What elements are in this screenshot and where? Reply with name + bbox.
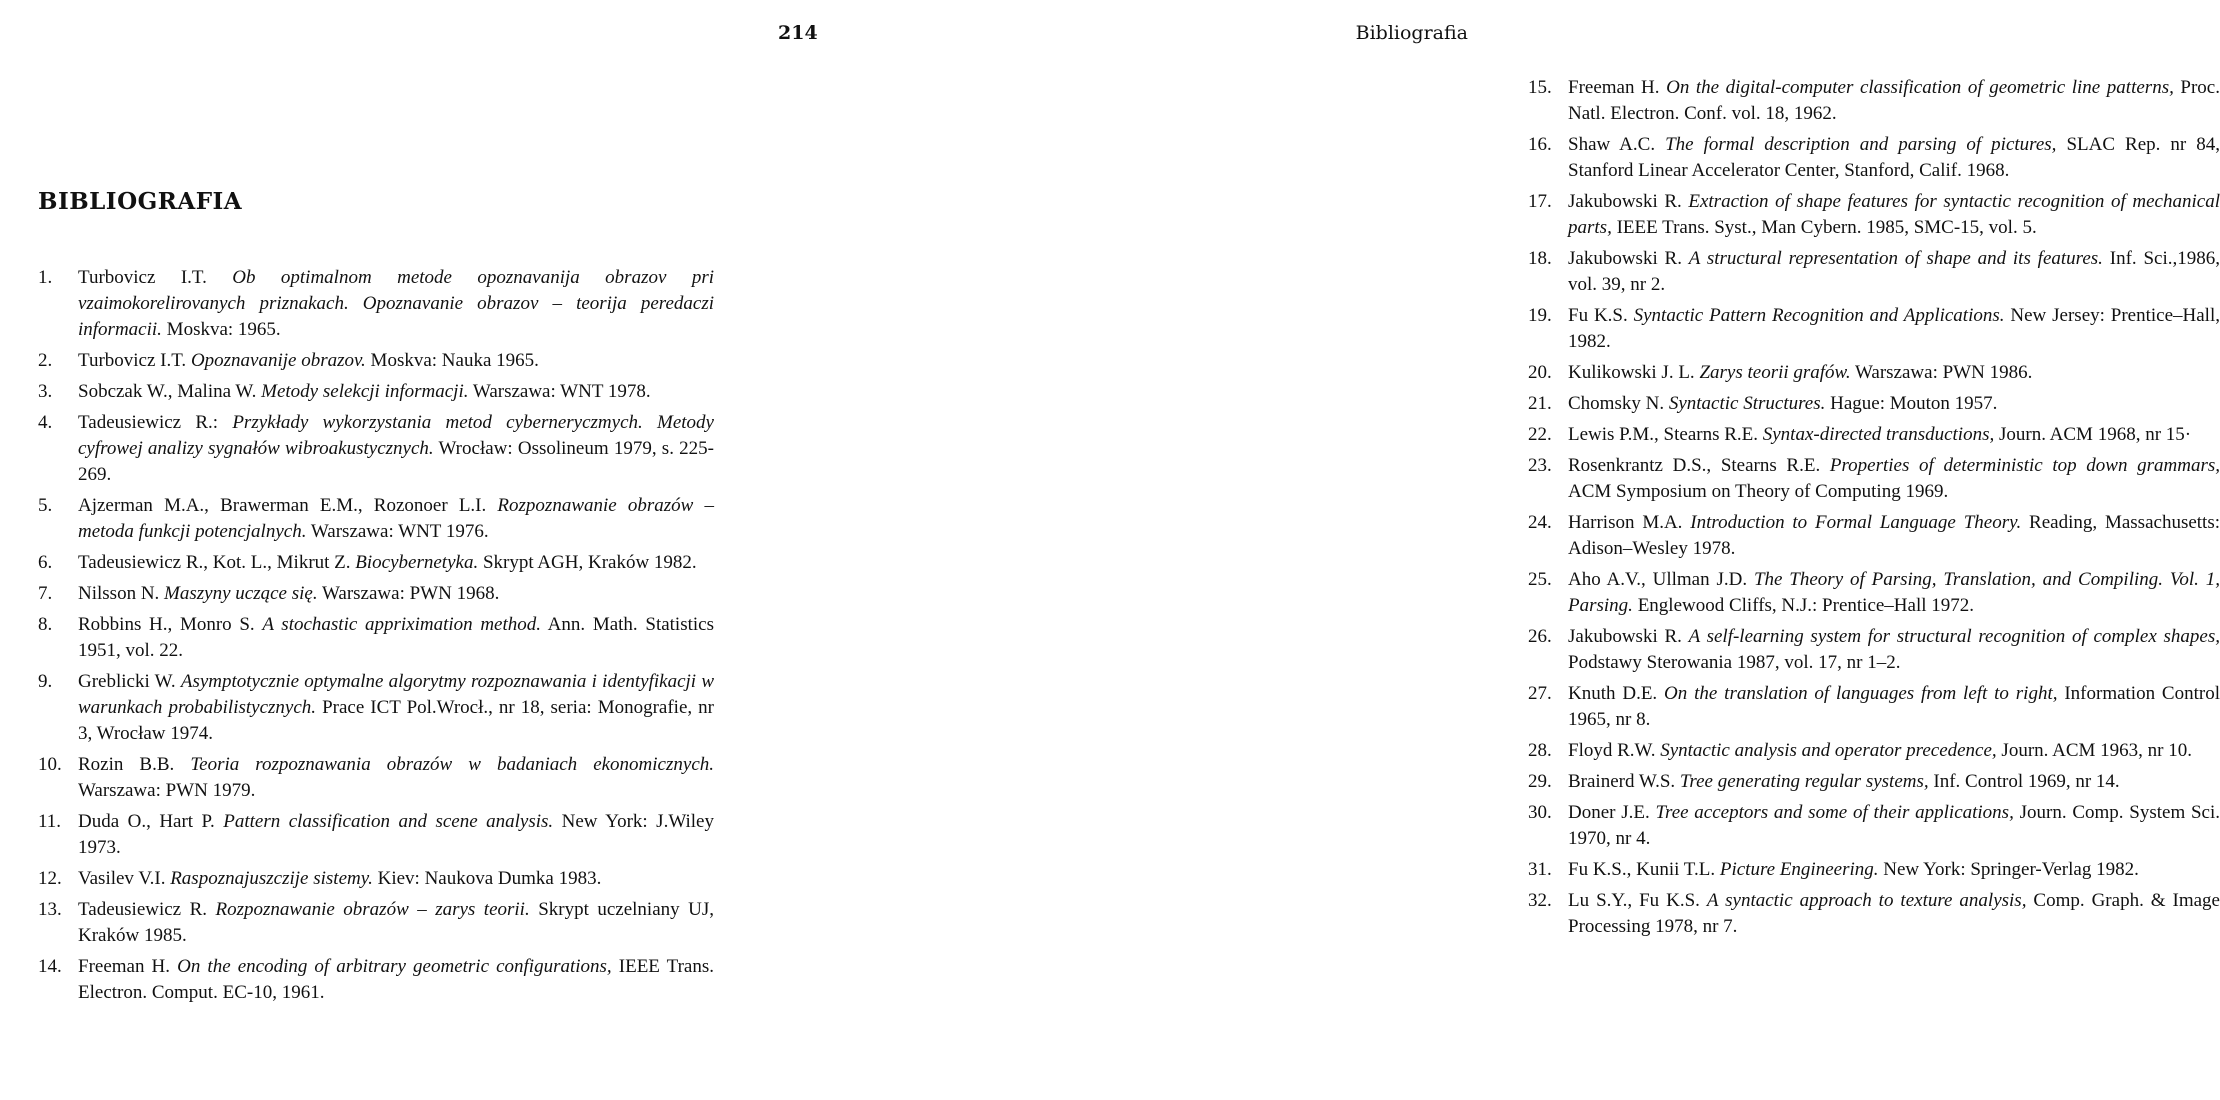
reference-entry bbox=[38, 348, 714, 374]
reference-number: 18. bbox=[1528, 248, 1552, 269]
reference-number: 26. bbox=[1528, 626, 1552, 647]
reference-authors: Fu K.S., Kunii T.L. bbox=[1568, 859, 1720, 880]
reference-title: Teoria rozpoznawania obrazów w badaniach ekonomicznych. bbox=[190, 754, 715, 775]
reference-details: Moskva: Nauka 1965. bbox=[365, 350, 539, 371]
reference-details: Warszawa: WNT 1978. bbox=[468, 381, 651, 402]
reference-details: SLAC Rep. nr 84, Stanford Linear Accelerator Center, Stanford, Calif. 1968. bbox=[1568, 134, 2220, 181]
reference-entry bbox=[1528, 132, 2220, 184]
reference-authors: Knuth D.E. bbox=[1568, 683, 1665, 704]
reference-title: Metody selekcji informacji. bbox=[261, 381, 469, 402]
reference-details: Warszawa: PWN 1986. bbox=[1850, 362, 2033, 383]
reference-title: Opoznavanije obrazov. bbox=[190, 350, 366, 371]
reference-entry bbox=[1528, 769, 2220, 795]
reference-title: On the translation of languages from left to right, bbox=[1664, 683, 2058, 704]
reference-authors: Rosenkrantz D.S., Stearns R.E. bbox=[1568, 455, 1830, 476]
reference-details: Reading, Massachusetts: Adison–Wesley 1978. bbox=[1568, 512, 2220, 559]
reference-details: New Jersey: Prentice–Hall, 1982. bbox=[1568, 305, 2220, 352]
reference-title: Introduction to Formal Language Theory. bbox=[1690, 512, 2022, 533]
reference-title: Biocybernetyka. bbox=[355, 552, 479, 573]
reference-authors: Robbins H., Monro S. bbox=[78, 614, 263, 635]
reference-details: Skrypt AGH, Kraków 1982. bbox=[478, 552, 697, 573]
reference-number: 29. bbox=[1528, 771, 1552, 792]
reference-title: Pattern classification and scene analysis. bbox=[223, 811, 554, 832]
reference-details: Warszawa: WNT 1976. bbox=[306, 521, 489, 542]
reference-number: 8. bbox=[38, 614, 53, 635]
reference-entry bbox=[38, 379, 714, 405]
reference-number: 7. bbox=[38, 583, 53, 604]
reference-authors: Kulikowski J. L. bbox=[1568, 362, 1700, 383]
reference-title: Asymptotycznie optymalne algorytmy rozpoznawania i identyfikacji w warunkach probabilistycznych. bbox=[78, 671, 714, 718]
reference-details: Englewood Cliffs, N.J.: Prentice–Hall 1972. bbox=[1632, 595, 1975, 616]
reference-authors: Duda O., Hart P. bbox=[78, 811, 224, 832]
reference-details: Inf. Control 1969, nr 14. bbox=[1928, 771, 2120, 792]
reference-title: The formal description and parsing of pictures, bbox=[1665, 134, 2057, 155]
reference-number: 31. bbox=[1528, 859, 1552, 880]
reference-title: Tree generating regular systems, bbox=[1679, 771, 1929, 792]
reference-authors: Fu K.S. bbox=[1568, 305, 1634, 326]
reference-entry bbox=[38, 866, 714, 892]
reference-details: Ann. Math. Statistics 1951, vol. 22. bbox=[78, 614, 714, 661]
reference-entry bbox=[1528, 888, 2220, 940]
reference-authors: Jakubowski R. bbox=[1568, 248, 1689, 269]
reference-details: Journ. Comp. System Sci. 1970, nr 4. bbox=[1568, 802, 2220, 849]
reference-list bbox=[38, 265, 714, 1011]
reference-number: 2. bbox=[38, 350, 53, 371]
reference-number: 15. bbox=[1528, 77, 1552, 98]
reference-details: Podstawy Sterowania 1987, vol. 17, nr 1–2. bbox=[1568, 652, 1901, 673]
reference-title: Syntactic analysis and operator precedence, bbox=[1660, 740, 1997, 761]
reference-title: A structural representation of shape and its features. bbox=[1688, 248, 2103, 269]
reference-entry bbox=[1528, 857, 2220, 883]
reference-details: Journ. ACM 1968, nr 15· bbox=[1994, 424, 2192, 445]
reference-authors: Lu S.Y., Fu K.S. bbox=[1568, 890, 1707, 911]
reference-number: 17. bbox=[1528, 191, 1552, 212]
reference-details: Prace ICT Pol.Wrocł., nr 18, seria: Monografie, nr 3, Wrocław 1974. bbox=[78, 697, 714, 744]
reference-number: 28. bbox=[1528, 740, 1552, 761]
reference-details: ACM Symposium on Theory of Computing 1969. bbox=[1568, 481, 1949, 502]
reference-number: 11. bbox=[38, 811, 62, 832]
reference-title: Picture Engineering. bbox=[1719, 859, 1879, 880]
reference-entry bbox=[1528, 75, 2220, 127]
reference-number: 25. bbox=[1528, 569, 1552, 590]
reference-authors: Aho A.V., Ullman J.D. bbox=[1568, 569, 1754, 590]
reference-entry bbox=[1528, 246, 2220, 298]
reference-authors: Lewis P.M., Stearns R.E. bbox=[1568, 424, 1763, 445]
reference-number: 30. bbox=[1528, 802, 1552, 823]
running-head bbox=[778, 22, 1468, 50]
reference-entry bbox=[38, 410, 714, 488]
reference-number: 4. bbox=[38, 412, 53, 433]
reference-entry bbox=[1528, 738, 2220, 764]
reference-title: Properties of deterministic top down grammars, bbox=[1829, 455, 2220, 476]
reference-number: 9. bbox=[38, 671, 53, 692]
reference-title: A self-learning system for structural recognition of complex shapes, bbox=[1688, 626, 2220, 647]
reference-number: 23. bbox=[1528, 455, 1552, 476]
reference-entry bbox=[1528, 391, 2220, 417]
reference-title: Maszyny uczące się. bbox=[164, 583, 318, 604]
reference-entry bbox=[1528, 422, 2220, 448]
reference-entry bbox=[38, 809, 714, 861]
reference-authors: Floyd R.W. bbox=[1568, 740, 1661, 761]
reference-authors: Turbovicz I.T. bbox=[78, 350, 191, 371]
reference-authors: Sobczak W., Malina W. bbox=[78, 381, 262, 402]
reference-title: Extraction of shape features for syntactic recognition of mechanical parts, bbox=[1568, 191, 2220, 238]
reference-entry bbox=[38, 954, 714, 1006]
reference-entry bbox=[1528, 800, 2220, 852]
page-title: BIBLIOGRAFIA bbox=[38, 188, 243, 215]
reference-number: 1. bbox=[38, 267, 53, 288]
reference-details: New York: J.Wiley 1973. bbox=[78, 811, 714, 858]
reference-number: 22. bbox=[1528, 424, 1552, 445]
reference-entry bbox=[1528, 453, 2220, 505]
reference-number: 19. bbox=[1528, 305, 1552, 326]
reference-number: 20. bbox=[1528, 362, 1552, 383]
reference-authors: Freeman H. bbox=[1568, 77, 1667, 98]
reference-details: Journ. ACM 1963, nr 10. bbox=[1996, 740, 2192, 761]
reference-entry bbox=[38, 493, 714, 545]
reference-number: 27. bbox=[1528, 683, 1552, 704]
reference-number: 3. bbox=[38, 381, 53, 402]
reference-entry bbox=[38, 581, 714, 607]
reference-entry bbox=[1528, 303, 2220, 355]
reference-entry bbox=[1528, 360, 2220, 386]
running-head-title: Bibliografia bbox=[1355, 22, 1468, 44]
reference-entry bbox=[38, 897, 714, 949]
reference-title: Syntactic Structures. bbox=[1668, 393, 1826, 414]
reference-number: 32. bbox=[1528, 890, 1552, 911]
reference-entry bbox=[1528, 624, 2220, 676]
reference-details: Wrocław: Ossolineum 1979, s. 225-269. bbox=[78, 438, 714, 485]
reference-authors: Jakubowski R. bbox=[1568, 626, 1689, 647]
reference-details: New York: Springer-Verlag 1982. bbox=[1878, 859, 2139, 880]
reference-title: The Theory of Parsing, Translation, and Compiling. Vol. 1, Parsing. bbox=[1568, 569, 2220, 616]
reference-authors: Brainerd W.S. bbox=[1568, 771, 1680, 792]
reference-details: Warszawa: PWN 1979. bbox=[78, 780, 256, 801]
reference-number: 12. bbox=[38, 868, 62, 889]
reference-details: Warszawa: PWN 1968. bbox=[317, 583, 500, 604]
reference-authors: Greblicki W. bbox=[78, 671, 181, 692]
reference-title: On the encoding of arbitrary geometric configurations, bbox=[177, 956, 612, 977]
reference-authors: Ajzerman M.A., Brawerman E.M., Rozonoer L.I. bbox=[78, 495, 498, 516]
reference-authors: Chomsky N. bbox=[1568, 393, 1669, 414]
reference-number: 5. bbox=[38, 495, 53, 516]
reference-entry bbox=[38, 612, 714, 664]
reference-details: Information Control 1965, nr 8. bbox=[1568, 683, 2220, 730]
reference-title: Ob optimalnom metode opoznavanija obrazov pri vzaimokorelirovanych priznakach. Opoznavanie obrazov – teorija peredaczi informacii. bbox=[78, 267, 714, 340]
reference-details: Comp. Graph. & Image Processing 1978, nr 7. bbox=[1568, 890, 2220, 937]
reference-entry bbox=[1528, 510, 2220, 562]
reference-entry bbox=[1528, 189, 2220, 241]
reference-details: Hague: Mouton 1957. bbox=[1825, 393, 1998, 414]
right-page bbox=[750, 0, 2220, 1100]
reference-authors: Shaw A.C. bbox=[1568, 134, 1666, 155]
reference-authors: Jakubowski R. bbox=[1568, 191, 1689, 212]
reference-details: Inf. Sci.,1986, vol. 39, nr 2. bbox=[1568, 248, 2220, 295]
reference-title: A stochastic appriximation method. bbox=[262, 614, 542, 635]
page-number: 214 bbox=[778, 22, 818, 44]
reference-authors: Vasilev V.I. bbox=[78, 868, 171, 889]
reference-details: IEEE Trans. Syst., Man Cybern. 1985, SMC-15, vol. 5. bbox=[1611, 217, 2037, 238]
reference-entry bbox=[1528, 681, 2220, 733]
reference-details: IEEE Trans. Electron. Comput. EC-10, 1961. bbox=[78, 956, 714, 1003]
reference-title: Rozpoznawanie obrazów – zarys teorii. bbox=[215, 899, 530, 920]
reference-entry bbox=[38, 265, 714, 343]
reference-details: Proc. Natl. Electron. Conf. vol. 18, 1962. bbox=[1568, 77, 2220, 124]
reference-number: 10. bbox=[38, 754, 62, 775]
reference-authors: Tadeusiewicz R., Kot. L., Mikrut Z. bbox=[78, 552, 356, 573]
reference-authors: Freeman H. bbox=[78, 956, 178, 977]
reference-authors: Rozin B.B. bbox=[78, 754, 191, 775]
reference-authors: Harrison M.A. bbox=[1568, 512, 1691, 533]
reference-title: Przykłady wykorzystania metod cyberneryczmych. Metody cyfrowej analizy sygnałów wibroakustycznych. bbox=[78, 412, 714, 459]
reference-details: Skrypt uczelniany UJ, Kraków 1985. bbox=[78, 899, 714, 946]
reference-title: Tree acceptors and some of their applications, bbox=[1655, 802, 2014, 823]
reference-number: 6. bbox=[38, 552, 53, 573]
reference-title: Zarys teorii grafów. bbox=[1699, 362, 1851, 383]
reference-title: Syntax-directed transductions, bbox=[1762, 424, 1995, 445]
reference-authors: Turbovicz I.T. bbox=[78, 267, 233, 288]
reference-title: Syntactic Pattern Recognition and Applications. bbox=[1633, 305, 2005, 326]
reference-entry bbox=[1528, 567, 2220, 619]
reference-number: 14. bbox=[38, 956, 62, 977]
reference-authors: Tadeusiewicz R. bbox=[78, 899, 216, 920]
reference-title: A syntactic approach to texture analysis, bbox=[1706, 890, 2027, 911]
reference-title: Rozpoznawanie obrazów – metoda funkcji potencjalnych. bbox=[78, 495, 714, 542]
reference-number: 24. bbox=[1528, 512, 1552, 533]
reference-authors: Nilsson N. bbox=[78, 583, 165, 604]
reference-entry bbox=[38, 669, 714, 747]
reference-number: 13. bbox=[38, 899, 62, 920]
reference-details: Kiev: Naukova Dumka 1983. bbox=[372, 868, 602, 889]
reference-entry bbox=[38, 752, 714, 804]
reference-details: Moskva: 1965. bbox=[161, 319, 281, 340]
left-page bbox=[0, 0, 750, 1100]
reference-title: Raspoznajuszczije sistemy. bbox=[170, 868, 373, 889]
reference-number: 16. bbox=[1528, 134, 1552, 155]
reference-number: 21. bbox=[1528, 393, 1552, 414]
reference-entry bbox=[38, 550, 714, 576]
reference-list bbox=[1528, 75, 2220, 945]
reference-title: On the digital-computer classification of geometric line patterns, bbox=[1666, 77, 2174, 98]
reference-authors: Doner J.E. bbox=[1568, 802, 1656, 823]
reference-authors: Tadeusiewicz R.: bbox=[78, 412, 233, 433]
